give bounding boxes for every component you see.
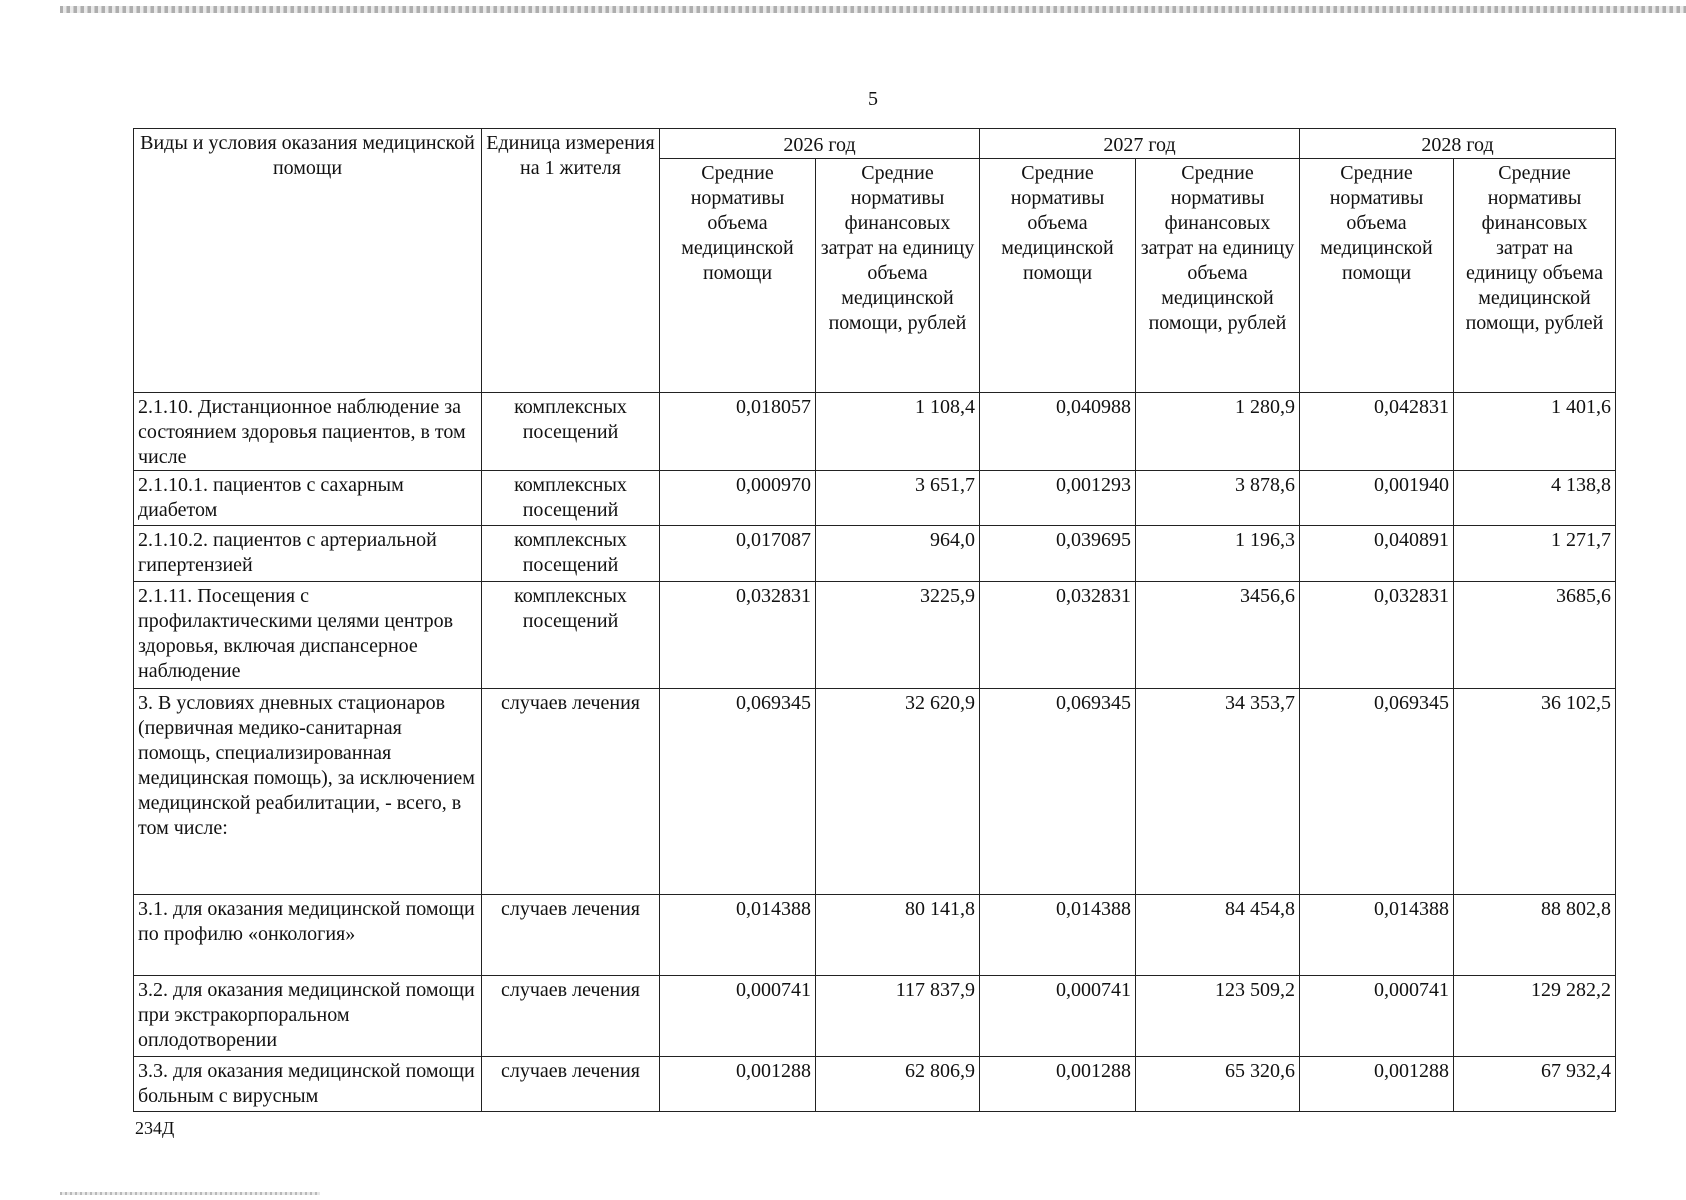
header-unit: Единица измерения на 1 жителя — [482, 129, 660, 393]
table-row — [134, 393, 1616, 471]
volume-2028: 0,069345 — [1300, 689, 1454, 895]
row-name: 2.1.11. Посещения с профилактическими целями центров здоровья, включая диспансерное наблюдение — [134, 582, 482, 689]
cost-2028: 4 138,8 — [1454, 471, 1616, 526]
header-type: Виды и условия оказания медицинской помощи — [134, 129, 482, 393]
cost-2026: 32 620,9 — [816, 689, 980, 895]
row-name: 3.1. для оказания медицинской помощи по профилю «онкология» — [134, 895, 482, 976]
cost-2026: 3225,9 — [816, 582, 980, 689]
cost-2027: 84 454,8 — [1136, 895, 1300, 976]
volume-2026: 0,001288 — [660, 1057, 816, 1112]
row-unit: случаев лечения — [482, 976, 660, 1057]
header-year-2027: 2027 год — [980, 129, 1300, 159]
volume-2028: 0,014388 — [1300, 895, 1454, 976]
row-unit: случаев лечения — [482, 1057, 660, 1112]
volume-2027: 0,069345 — [980, 689, 1136, 895]
cost-2028: 36 102,5 — [1454, 689, 1616, 895]
row-unit: комплексных посещений — [482, 471, 660, 526]
cost-2028: 1 271,7 — [1454, 526, 1616, 582]
header-volume-2028: Средние нормативы объема медицинской помощи — [1300, 159, 1454, 393]
header-row-years — [134, 129, 1616, 159]
volume-2027: 0,014388 — [980, 895, 1136, 976]
cost-2027: 123 509,2 — [1136, 976, 1300, 1057]
cost-2027: 3456,6 — [1136, 582, 1300, 689]
volume-2028: 0,040891 — [1300, 526, 1454, 582]
row-name: 2.1.10.1. пациентов с сахарным диабетом — [134, 471, 482, 526]
cost-2027: 1 280,9 — [1136, 393, 1300, 471]
row-name: 2.1.10. Дистанционное наблюдение за состоянием здоровья пациентов, в том числе — [134, 393, 482, 471]
header-volume-2026: Средние нормативы объема медицинской помощи — [660, 159, 816, 393]
volume-2027: 0,032831 — [980, 582, 1136, 689]
volume-2026: 0,032831 — [660, 582, 816, 689]
header-year-2028: 2028 год — [1300, 129, 1616, 159]
cost-2027: 3 878,6 — [1136, 471, 1300, 526]
cost-2028: 1 401,6 — [1454, 393, 1616, 471]
scan-edge-bottom — [60, 1192, 320, 1195]
volume-2028: 0,000741 — [1300, 976, 1454, 1057]
row-name: 3.2. для оказания медицинской помощи при экстракорпоральном оплодотворении — [134, 976, 482, 1057]
volume-2027: 0,001293 — [980, 471, 1136, 526]
table-row — [134, 526, 1616, 582]
volume-2027: 0,040988 — [980, 393, 1136, 471]
volume-2026: 0,069345 — [660, 689, 816, 895]
cost-2026: 62 806,9 — [816, 1057, 980, 1112]
volume-2028: 0,042831 — [1300, 393, 1454, 471]
volume-2027: 0,001288 — [980, 1057, 1136, 1112]
volume-2026: 0,018057 — [660, 393, 816, 471]
table-row — [134, 976, 1616, 1057]
cost-2028: 67 932,4 — [1454, 1057, 1616, 1112]
cost-2026: 964,0 — [816, 526, 980, 582]
cost-2026: 80 141,8 — [816, 895, 980, 976]
volume-2026: 0,017087 — [660, 526, 816, 582]
table-row — [134, 1057, 1616, 1112]
cost-2026: 1 108,4 — [816, 393, 980, 471]
volume-2028: 0,032831 — [1300, 582, 1454, 689]
cost-2028: 3685,6 — [1454, 582, 1616, 689]
cost-2028: 129 282,2 — [1454, 976, 1616, 1057]
cost-2026: 3 651,7 — [816, 471, 980, 526]
header-cost-2026: Средние нормативы финансовых затрат на единицу объема медицинской помощи, рублей — [816, 159, 980, 393]
volume-2028: 0,001288 — [1300, 1057, 1454, 1112]
row-unit: комплексных посещений — [482, 393, 660, 471]
volume-2027: 0,039695 — [980, 526, 1136, 582]
row-unit: случаев лечения — [482, 895, 660, 976]
row-name: 2.1.10.2. пациентов с артериальной гипертензией — [134, 526, 482, 582]
scan-edge-top — [60, 6, 1686, 13]
page-number: 5 — [868, 88, 878, 110]
volume-2028: 0,001940 — [1300, 471, 1454, 526]
volume-2026: 0,000741 — [660, 976, 816, 1057]
document-code: 234Д — [135, 1118, 175, 1138]
table-row — [134, 471, 1616, 526]
row-unit: комплексных посещений — [482, 526, 660, 582]
norms-table — [133, 128, 1616, 1112]
cost-2028: 88 802,8 — [1454, 895, 1616, 976]
header-year-2026: 2026 год — [660, 129, 980, 159]
cost-2027: 65 320,6 — [1136, 1057, 1300, 1112]
row-name: 3. В условиях дневных стационаров (первичная медико-санитарная помощь, специализированная медицинская помощь), за исключением медицинской реабилитации, - всего, в том числе: — [134, 689, 482, 895]
volume-2026: 0,014388 — [660, 895, 816, 976]
row-unit: комплексных посещений — [482, 582, 660, 689]
table-row — [134, 895, 1616, 976]
row-name: 3.3. для оказания медицинской помощи больным с вирусным — [134, 1057, 482, 1112]
cost-2027: 34 353,7 — [1136, 689, 1300, 895]
header-cost-2028: Средние нормативы финансовых затрат на единицу объема медицинской помощи, рублей — [1454, 159, 1616, 393]
header-volume-2027: Средние нормативы объема медицинской помощи — [980, 159, 1136, 393]
cost-2027: 1 196,3 — [1136, 526, 1300, 582]
table-row — [134, 582, 1616, 689]
volume-2027: 0,000741 — [980, 976, 1136, 1057]
cost-2026: 117 837,9 — [816, 976, 980, 1057]
row-unit: случаев лечения — [482, 689, 660, 895]
header-cost-2027: Средние нормативы финансовых затрат на единицу объема медицинской помощи, рублей — [1136, 159, 1300, 393]
volume-2026: 0,000970 — [660, 471, 816, 526]
table-row — [134, 689, 1616, 895]
